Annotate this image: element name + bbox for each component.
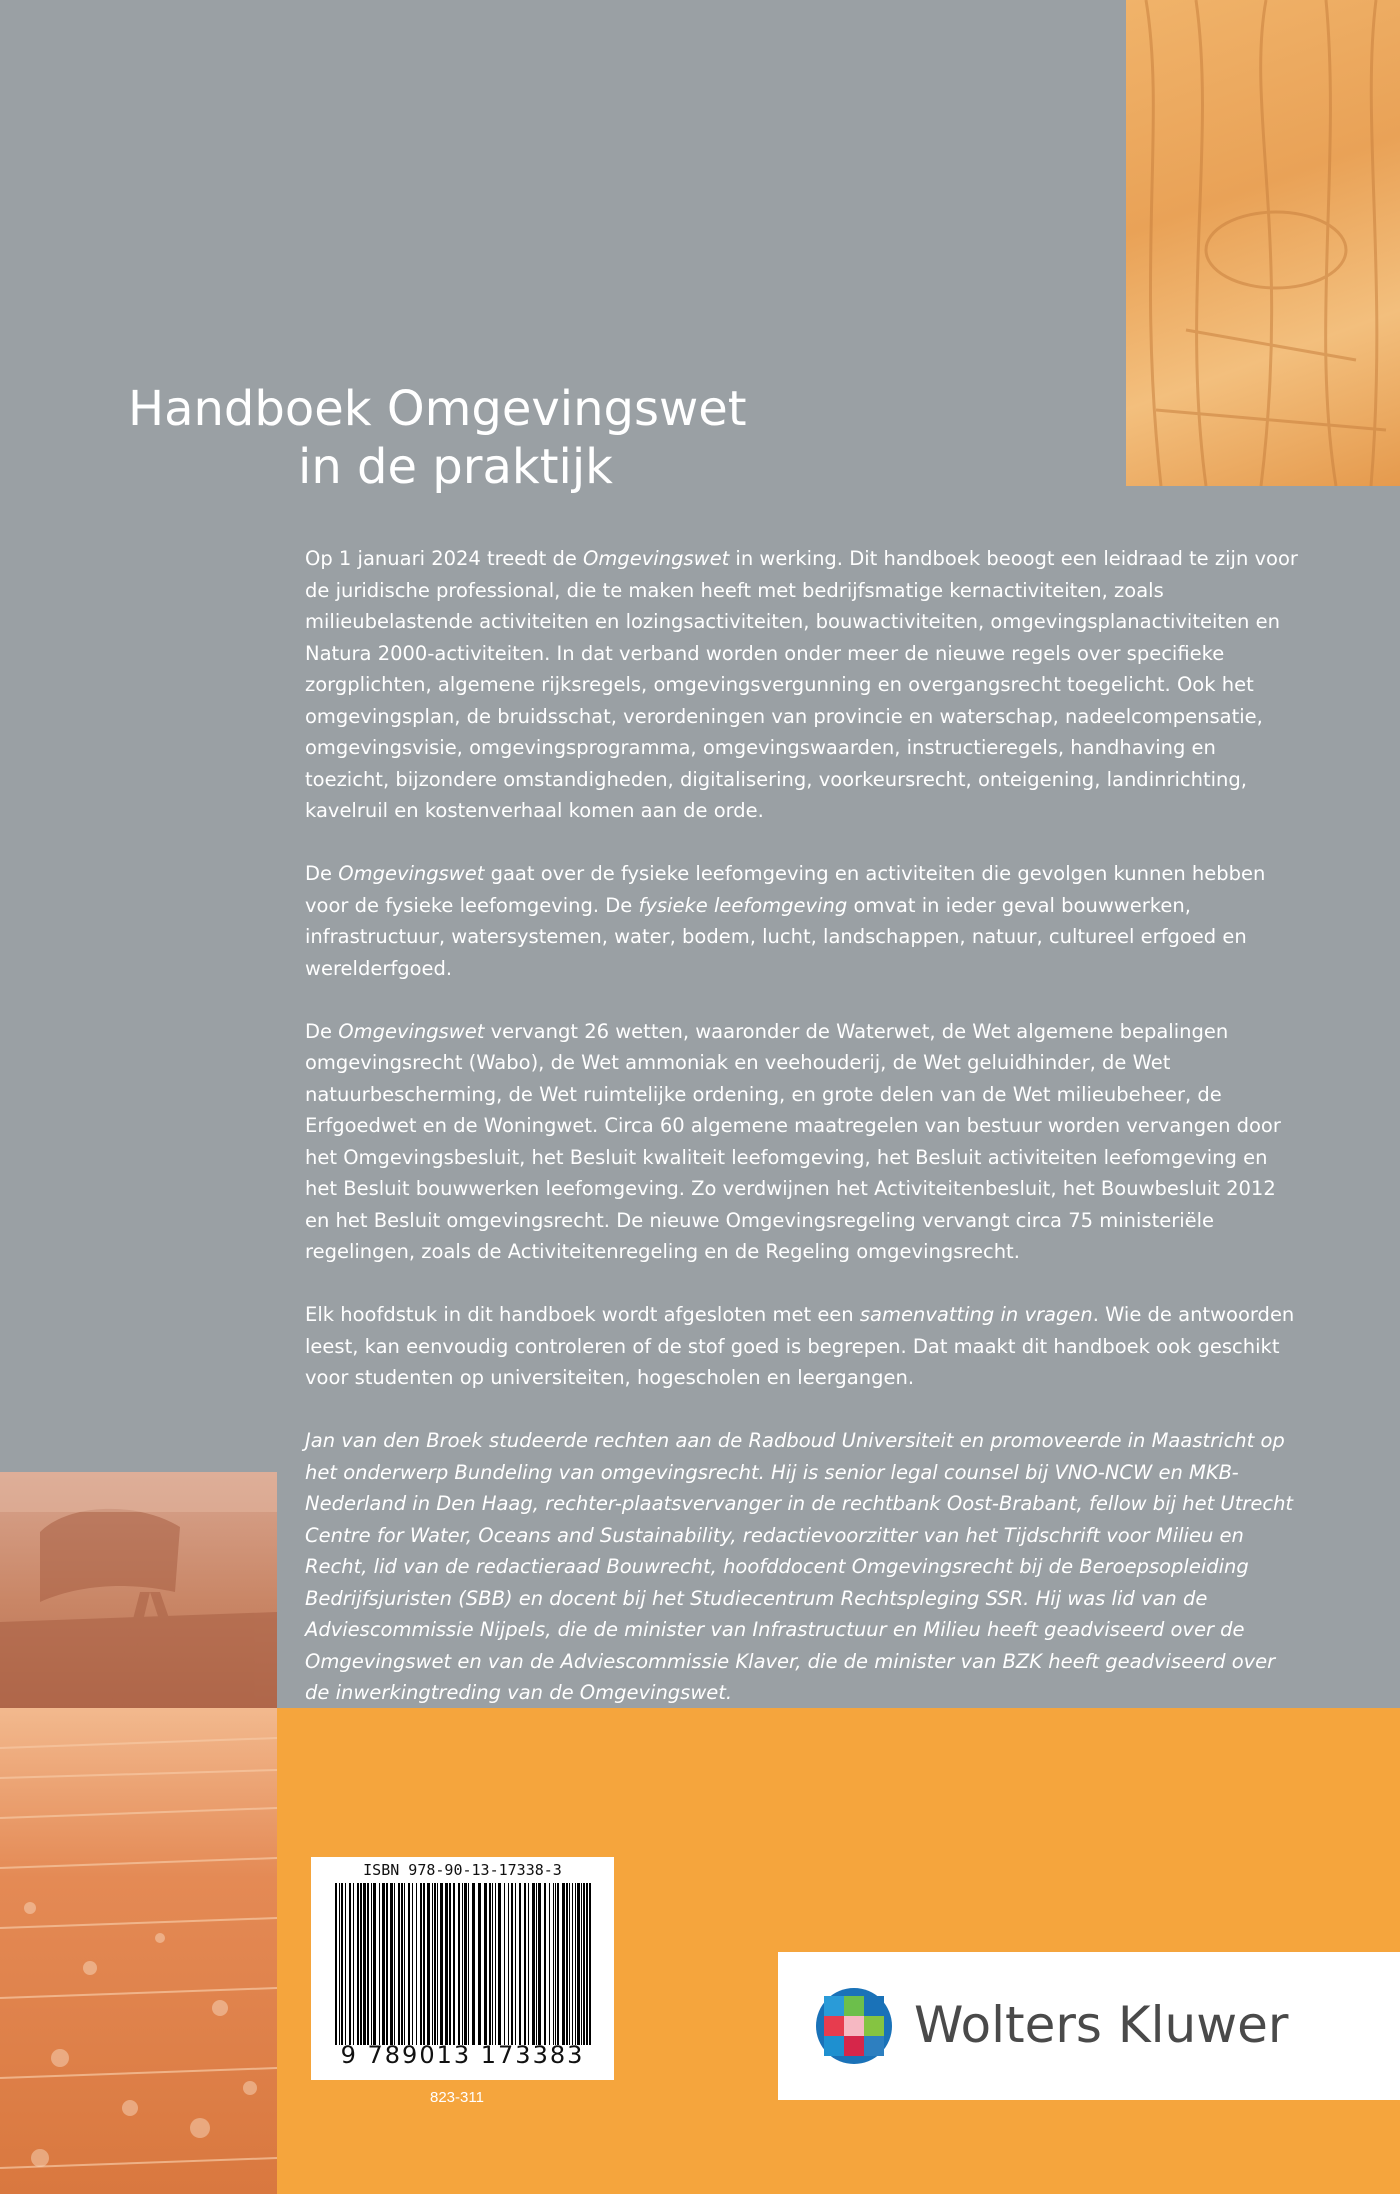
- paragraph-text: Elk hoofdstuk in dit handboek wordt afgesloten met een: [305, 1303, 860, 1326]
- barcode-bar: [515, 1883, 516, 2045]
- barcode-bar: [420, 1883, 422, 2045]
- barcode-bar: [581, 1883, 582, 2045]
- barcode-bar: [371, 1883, 372, 2045]
- isbn-text: ISBN 978-90-13-17338-3: [363, 1861, 562, 1879]
- paragraph-text: De: [305, 862, 339, 885]
- barcode-bar: [544, 1883, 546, 2045]
- emphasis-text: fysieke leefomgeving: [638, 893, 848, 917]
- paragraph-text: Op 1 januari 2024 treedt de: [305, 547, 584, 570]
- barcode-bar: [549, 1883, 550, 2045]
- decorative-photo-surveyor: [0, 1472, 277, 1708]
- paragraph-text: in werking. Dit handboek beoogt een leidraad te zijn voor de juridische professional, die te maken heeft met bedrijfsmatige kernactiviteiten, zoals milieubelastende activiteiten en lozingsactiviteiten, bouwactiviteiten, omgevingsplanactiviteiten en Natura 2000-activiteiten. In dat verband worden onder meer de nieuwe regels over specifieke zorgplichten, algemene rijksregels, omgevingsvergunning en overgangsrecht toegelicht. Ook het omgevingsplan, de bruidsschat, verordeningen van provincie en waterschap, nadeelcompensatie, omgevingsvisie, omgevingsprogramma, omgevingswaarden, instructieregels, handhaving en toezicht, bijzondere omstandigheden, digitalisering, voorkeursrecht, onteigening, landinrichting, kavelruil en kostenverhaal komen aan de orde.: [305, 547, 1298, 822]
- barcode-bar: [360, 1883, 362, 2045]
- barcode-bar: [363, 1883, 366, 2045]
- barcode-bar: [536, 1883, 537, 2045]
- barcode-bar: [508, 1883, 509, 2045]
- barcode-bar: [555, 1883, 556, 2045]
- barcode-bar: [440, 1883, 443, 2045]
- barcode-bar: [577, 1883, 580, 2045]
- barcode-bar: [357, 1883, 359, 2045]
- barcode-bar: [335, 1883, 337, 2045]
- barcode-bar: [394, 1883, 395, 2045]
- wolters-kluwer-mark-icon: [814, 1986, 894, 2066]
- barcode-bar: [462, 1883, 463, 2045]
- barcode-bar: [398, 1883, 400, 2045]
- barcode-bars: [333, 1883, 595, 2045]
- product-code: 823-311: [430, 2089, 484, 2106]
- barcode-bar: [416, 1883, 417, 2045]
- barcode-bar: [445, 1883, 448, 2045]
- barcode-bar: [453, 1883, 455, 2045]
- paragraph-text: vervangt 26 wetten, waaronder de Waterwet, de Wet algemene bepalingen omgevingsrecht (Wabo), de Wet ammoniak en veehouderij, de Wet geluidhinder, de Wet natuurbescherming, de Wet ruimtelijke ordening, en grote delen van de Wet milieubeheer, de Erfgoedwet en de Woningwet. Circa 60 algemene maatregelen van bestuur worden vervangen door het Omgevingsbesluit, het Besluit kwaliteit leefomgeving, het Besluit activiteiten leefomgeving en het Besluit bouwwerken leefomgeving. Zo verdwijnen het Activiteitenbesluit, het Bouwbesluit 2012 en het Besluit omgevingsrecht. De nieuwe Omgevingsregeling vervangt circa 75 ministeriële regelingen, zoals de Activiteitenregeling en de Regeling omgevingsrecht.: [305, 1019, 1281, 1263]
- barcode-bar: [386, 1883, 388, 2045]
- photo-texture-surveyor: [0, 1472, 277, 1708]
- barcode-bar: [434, 1883, 436, 2045]
- book-title-line-1: Handboek Omgevingswet: [128, 381, 747, 437]
- barcode-bar: [401, 1883, 403, 2045]
- barcode-digits: 9 789013 173383: [340, 2041, 585, 2069]
- blurb: [305, 543, 1305, 1740]
- book-title-line-2: in de praktijk: [298, 439, 613, 495]
- barcode-bar: [349, 1883, 351, 2045]
- decorative-photo-top: [1126, 0, 1400, 486]
- barcode-bar: [492, 1883, 493, 2045]
- barcode-bar: [575, 1883, 576, 2045]
- barcode-bar: [458, 1883, 460, 2045]
- blurb-paragraph: [305, 1299, 1305, 1394]
- barcode-bar: [572, 1883, 573, 2045]
- author-bio: Jan van den Broek studeerde rechten aan de Radboud Universiteit en promoveerde in Maastricht op het onderwerp Bundeling van omgevingsrecht. Hij is senior legal counsel bij VNO-NCW en MKB-Nederland in Den Haag, rechter-plaatsvervanger in de rechtbank Oost-Brabant, fellow bij het Utrecht Centre for Water, Oceans and Sustainability, redactievoorzitter van het Tijdschrift voor Milieu en Recht, lid van de redactieraad Bouwrecht, hoofddocent Omgevingsrecht bij de Beroepsopleiding Bedrijfsjuristen (SBB) en docent bij het Studiecentrum Rechtspleging SSR. Hij was lid van de Adviescommissie Nijpels, die de minister van Infrastructuur en Milieu heeft geadviseerd over de Omgevingswet en van de Adviescommissie Klaver, die de minister van BZK heeft geadviseerd over de inwerkingtreding van de Omgevingswet.: [305, 1429, 1294, 1704]
- barcode-bar: [566, 1883, 568, 2045]
- barcode-bar: [557, 1883, 559, 2045]
- barcode-bar: [382, 1883, 385, 2045]
- barcode-bar: [504, 1883, 505, 2045]
- emphasis-text: Omgevingswet: [338, 862, 485, 885]
- barcode-bar: [408, 1883, 410, 2045]
- emphasis-text: Omgevingswet: [338, 1019, 485, 1043]
- barcode-bar: [524, 1883, 526, 2045]
- barcode-bar: [432, 1883, 433, 2045]
- barcode-bar: [464, 1883, 467, 2045]
- barcode-bar: [427, 1883, 430, 2045]
- barcode-bar: [589, 1883, 591, 2045]
- barcode-bar: [404, 1883, 405, 2045]
- barcode-bar: [586, 1883, 588, 2045]
- photo-texture-top: [1126, 0, 1400, 486]
- barcode-bar: [519, 1883, 521, 2045]
- barcode-bar: [423, 1883, 425, 2045]
- barcode-bar: [353, 1883, 354, 2045]
- barcode-bar: [472, 1883, 475, 2045]
- barcode-bar: [569, 1883, 570, 2045]
- barcode-bar: [339, 1883, 340, 2045]
- paragraph-text: omvat in ieder geval bouwwerken, infrastructuur, watersystemen, water, bodem, lucht, landschappen, natuur, cultureel erfgoed en werelderfgoed.: [305, 893, 1247, 980]
- barcode-bar: [379, 1883, 380, 2045]
- barcode-bar: [390, 1883, 393, 2045]
- photo-texture-field: [0, 1708, 277, 2194]
- emphasis-text: Omgevingswet: [583, 547, 730, 570]
- publisher-name: Wolters Kluwer: [914, 1996, 1289, 2054]
- barcode-bar: [341, 1883, 343, 2045]
- barcode-label: [311, 1857, 614, 2080]
- blurb-paragraph: [305, 543, 1305, 827]
- paragraph-text: . Wie de antwoorden leest, kan eenvoudig controleren of de stof goed is begrepen. Dat maakt dit handboek ook geschikt voor studenten op universiteiten, hogescholen en leergangen.: [305, 1303, 1295, 1389]
- barcode-bar: [538, 1883, 541, 2045]
- barcode-bar: [528, 1883, 529, 2045]
- decorative-photo-field: [0, 1708, 277, 2194]
- barcode-bar: [373, 1883, 376, 2045]
- barcode-bar: [484, 1883, 487, 2045]
- barcode-bar: [583, 1883, 585, 2045]
- barcode-bar: [553, 1883, 554, 2045]
- barcode-bar: [367, 1883, 369, 2045]
- barcode-bar: [498, 1883, 501, 2045]
- barcode-bar: [495, 1883, 496, 2045]
- barcode-bar: [511, 1883, 513, 2045]
- publisher-logo-box: [778, 1952, 1400, 2100]
- blurb-paragraph: [305, 858, 1305, 984]
- barcode-bar: [489, 1883, 491, 2045]
- barcode-bar: [345, 1883, 346, 2045]
- barcode-bar: [562, 1883, 565, 2045]
- paragraph-text: gaat over de fysieke leefomgeving en activiteiten die gevolgen kunnen hebben voor de fysieke leefomgeving. De: [305, 862, 1266, 917]
- barcode-bar: [412, 1883, 413, 2045]
- barcode-bar: [532, 1883, 535, 2045]
- barcode-bar: [478, 1883, 481, 2045]
- emphasis-text: samenvatting in vragen: [859, 1303, 1093, 1326]
- paragraph-text: De: [305, 1019, 339, 1043]
- blurb-paragraphs: [305, 543, 1305, 1394]
- barcode-bar: [449, 1883, 451, 2045]
- book-title: [128, 380, 1028, 496]
- blurb-paragraph: [305, 1016, 1305, 1268]
- barcode-bar: [468, 1883, 469, 2045]
- barcode-bar: [437, 1883, 438, 2045]
